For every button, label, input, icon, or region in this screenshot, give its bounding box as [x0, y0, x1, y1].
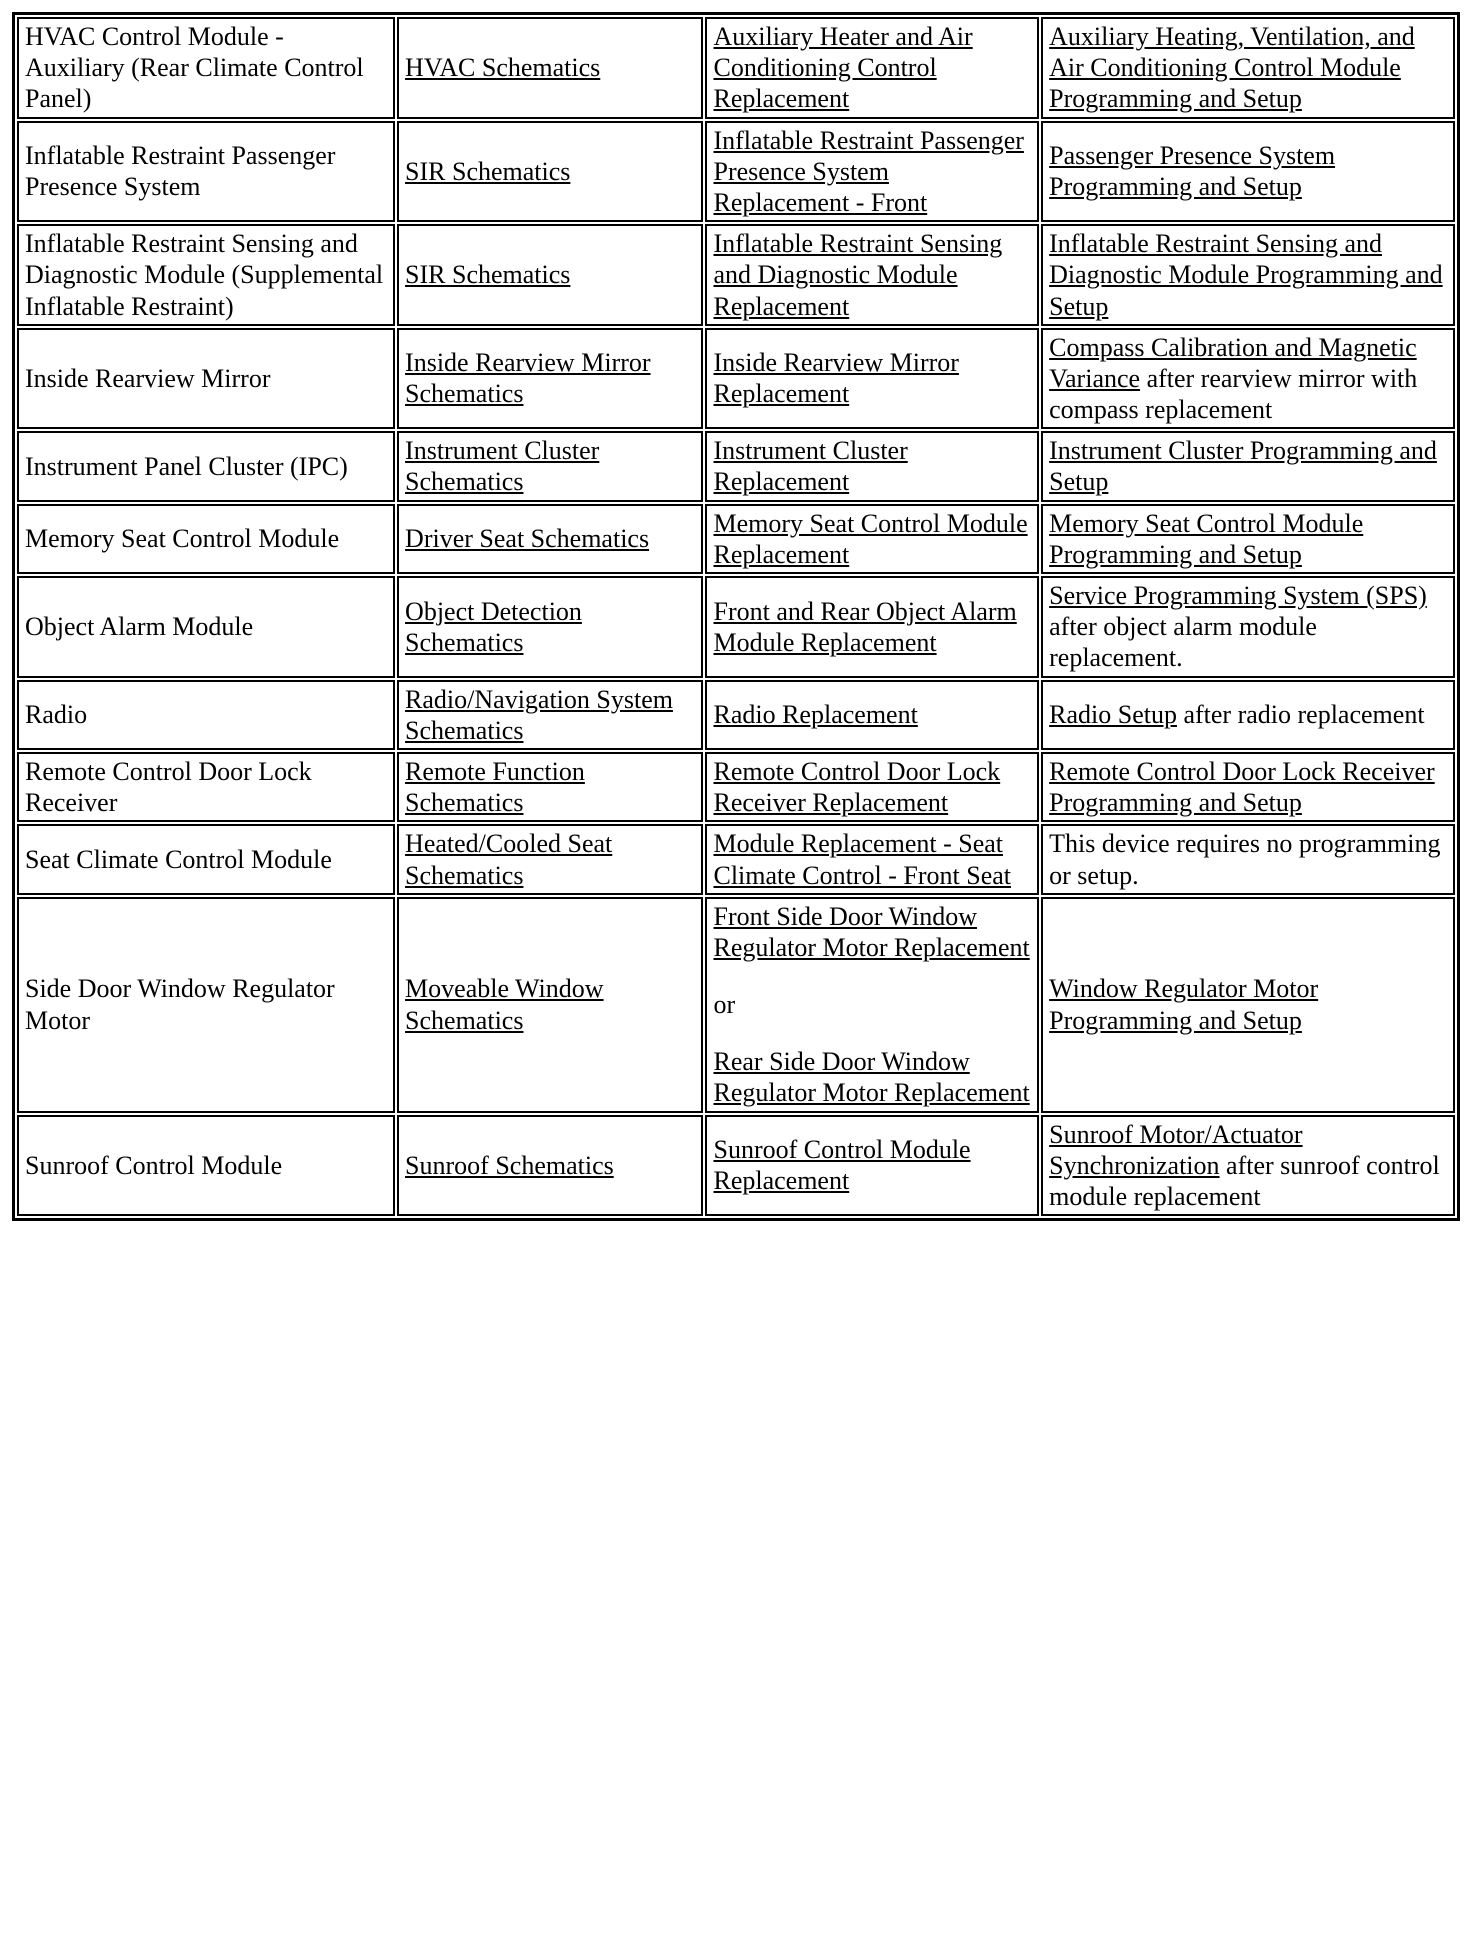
replacement-procedure-link[interactable]: Remote Control Door Lock Receiver Replacement: [713, 756, 1001, 818]
cell-paragraph: [713, 756, 1031, 818]
cell-paragraph: [405, 828, 695, 890]
replacement-procedure-link[interactable]: Radio Replacement: [713, 700, 918, 730]
cell-paragraph: [1049, 828, 1447, 890]
schematics-cell: [397, 431, 703, 501]
table-row: [17, 504, 1455, 574]
table-row: [17, 897, 1455, 1113]
replacement-procedure-link[interactable]: Instrument Cluster Replacement: [713, 436, 908, 497]
programming-setup-link[interactable]: Sunroof Motor/Actuator Synchronization: [1049, 1119, 1303, 1180]
cell-text: This device requires no programming or setup.: [1049, 829, 1441, 890]
schematics-link[interactable]: SIR Schematics: [405, 156, 571, 186]
cell-paragraph: [713, 347, 1031, 409]
cell-paragraph: [405, 596, 695, 658]
schematics-link[interactable]: Moveable Window Schematics: [405, 974, 604, 1035]
schematics-link[interactable]: Radio/Navigation System Schematics: [405, 684, 673, 745]
programming-setup-link[interactable]: Remote Control Door Lock Receiver Programming and Setup: [1049, 756, 1435, 818]
replacement-procedure-cell: [705, 897, 1039, 1113]
cell-paragraph: [405, 523, 695, 554]
schematics-cell: [397, 576, 703, 678]
cell-text: Instrument Panel Cluster (IPC): [25, 451, 348, 481]
cell-paragraph: [1049, 973, 1447, 1035]
replacement-procedure-link[interactable]: Inflatable Restraint Sensing and Diagnostic Module Replacement: [713, 229, 1003, 321]
cell-paragraph: [25, 611, 387, 642]
cell-paragraph: [1049, 580, 1447, 674]
replacement-procedure-link[interactable]: Inside Rearview Mirror Replacement: [713, 348, 959, 409]
cell-paragraph: [713, 596, 1031, 658]
replacement-procedure-link[interactable]: Sunroof Control Module Replacement: [713, 1135, 971, 1196]
service-table-body: [17, 17, 1455, 1216]
cell-paragraph: [25, 844, 387, 875]
module-name-cell: [17, 897, 395, 1113]
replacement-procedure-link[interactable]: Memory Seat Control Module Replacement: [713, 508, 1028, 569]
module-name-cell: [17, 1115, 395, 1217]
replacement-procedure-cell: [705, 328, 1039, 430]
module-name-cell: [17, 121, 395, 223]
cell-paragraph: [405, 756, 695, 818]
cell-paragraph: [25, 699, 387, 730]
replacement-procedure-link[interactable]: Inflatable Restraint Passenger Presence System Replacement - Front: [713, 125, 1024, 217]
cell-text: after radio replacement: [1176, 700, 1425, 730]
cell-paragraph: [25, 973, 387, 1035]
table-row: [17, 328, 1455, 430]
cell-text: Memory Seat Control Module: [25, 524, 340, 554]
replacement-procedure-cell: [705, 576, 1039, 678]
programming-setup-link[interactable]: Instrument Cluster Programming and Setup: [1049, 436, 1437, 497]
table-row: [17, 121, 1455, 223]
schematics-link[interactable]: SIR Schematics: [405, 260, 571, 290]
programming-setup-cell: [1041, 431, 1455, 501]
programming-setup-link[interactable]: Service Programming System (SPS): [1049, 581, 1427, 610]
cell-paragraph: [405, 435, 695, 497]
schematics-link[interactable]: Remote Function Schematics: [405, 756, 585, 818]
cell-text: Object Alarm Module: [25, 612, 254, 642]
programming-setup-cell: [1041, 328, 1455, 430]
cell-paragraph: [713, 1134, 1031, 1196]
cell-paragraph: [713, 508, 1031, 570]
cell-text: Radio: [25, 700, 88, 730]
cell-text: after object alarm module replacement.: [1049, 612, 1317, 673]
replacement-procedure-link[interactable]: Module Replacement - Seat Climate Control - Front Seat: [713, 829, 1012, 890]
programming-setup-cell: [1041, 224, 1455, 326]
schematics-cell: [397, 1115, 703, 1217]
cell-paragraph: [1049, 699, 1447, 730]
replacement-procedure-cell: [705, 17, 1039, 119]
cell-paragraph: [713, 699, 1031, 730]
table-row: [17, 680, 1455, 750]
replacement-procedure-link[interactable]: Front Side Door Window Regulator Motor Replacement: [713, 901, 1030, 962]
table-row: [17, 752, 1455, 822]
cell-paragraph: [25, 1150, 387, 1181]
cell-text: after rearview mirror with compass replacement: [1049, 363, 1418, 425]
programming-setup-cell: [1041, 504, 1455, 574]
programming-setup-link[interactable]: Compass Calibration and Magnetic Variance: [1049, 332, 1417, 393]
programming-setup-link[interactable]: Memory Seat Control Module Programming and Setup: [1049, 508, 1364, 569]
schematics-cell: [397, 17, 703, 119]
schematics-link[interactable]: Sunroof Schematics: [405, 1150, 614, 1180]
cell-text: Sunroof Control Module: [25, 1150, 283, 1180]
programming-setup-cell: [1041, 824, 1455, 894]
replacement-procedure-link[interactable]: Rear Side Door Window Regulator Motor Replacement: [713, 1047, 1030, 1108]
programming-setup-cell: [1041, 897, 1455, 1113]
replacement-procedure-cell: [705, 121, 1039, 223]
programming-setup-link[interactable]: Passenger Presence System Programming and Setup: [1049, 141, 1336, 202]
cell-text: Inside Rearview Mirror: [25, 363, 271, 393]
schematics-link[interactable]: Inside Rearview Mirror Schematics: [405, 348, 651, 409]
cell-paragraph: [25, 451, 387, 482]
schematics-link[interactable]: Heated/Cooled Seat Schematics: [405, 829, 613, 890]
schematics-cell: [397, 680, 703, 750]
cell-paragraph: [1049, 508, 1447, 570]
cell-paragraph: [405, 156, 695, 187]
programming-setup-cell: [1041, 752, 1455, 822]
programming-setup-cell: [1041, 576, 1455, 678]
schematics-cell: [397, 224, 703, 326]
cell-paragraph: [1049, 140, 1447, 202]
cell-paragraph: [713, 21, 1031, 115]
cell-paragraph: [25, 363, 387, 394]
replacement-procedure-cell: [705, 752, 1039, 822]
cell-text: Seat Climate Control Module: [25, 844, 332, 874]
cell-text: Inflatable Restraint Passenger Presence System: [25, 141, 336, 202]
module-name-cell: [17, 328, 395, 430]
cell-paragraph: [1049, 1119, 1447, 1213]
schematics-cell: [397, 328, 703, 430]
schematics-cell: [397, 504, 703, 574]
service-info-table: [12, 12, 1460, 1221]
module-name-cell: [17, 504, 395, 574]
replacement-procedure-cell: [705, 1115, 1039, 1217]
cell-text: Inflatable Restraint Sensing and Diagnostic Module (Supplemental Inflatable Restraint): [25, 229, 384, 321]
cell-paragraph: [25, 21, 387, 115]
cell-paragraph: [713, 125, 1031, 219]
schematics-link[interactable]: Instrument Cluster Schematics: [405, 436, 600, 497]
module-name-cell: [17, 680, 395, 750]
cell-text: after sunroof control module replacement: [1049, 1150, 1440, 1211]
cell-paragraph: [25, 756, 387, 818]
cell-paragraph: [1049, 228, 1447, 322]
module-name-cell: [17, 431, 395, 501]
cell-paragraph: [1049, 435, 1447, 497]
cell-paragraph: [405, 973, 695, 1035]
cell-paragraph: [25, 140, 387, 202]
cell-text: HVAC Control Module - Auxiliary (Rear Climate Control Panel): [25, 22, 364, 114]
cell-paragraph: [713, 228, 1031, 322]
replacement-procedure-cell: [705, 504, 1039, 574]
module-name-cell: [17, 224, 395, 326]
replacement-procedure-cell: [705, 224, 1039, 326]
schematics-cell: [397, 824, 703, 894]
schematics-cell: [397, 121, 703, 223]
table-row: [17, 431, 1455, 501]
table-row: [17, 224, 1455, 326]
cell-paragraph: [405, 347, 695, 409]
cell-paragraph: [1049, 332, 1447, 426]
cell-paragraph: [1049, 21, 1447, 115]
table-row: [17, 17, 1455, 119]
table-row: [17, 576, 1455, 678]
programming-setup-link[interactable]: Radio Setup: [1049, 700, 1177, 730]
programming-setup-cell: [1041, 121, 1455, 223]
cell-paragraph: [405, 1150, 695, 1181]
cell-paragraph: [405, 684, 695, 746]
replacement-procedure-cell: [705, 824, 1039, 894]
schematics-cell: [397, 897, 703, 1113]
cell-paragraph: [1049, 756, 1447, 818]
cell-paragraph: [713, 989, 1031, 1020]
cell-paragraph: [713, 1046, 1031, 1108]
replacement-procedure-cell: [705, 431, 1039, 501]
programming-setup-link[interactable]: Auxiliary Heating, Ventilation, and Air Conditioning Control Module Programming and Setup: [1049, 22, 1415, 114]
schematics-link[interactable]: Object Detection Schematics: [405, 596, 582, 657]
schematics-link[interactable]: Driver Seat Schematics: [405, 524, 650, 554]
programming-setup-cell: [1041, 1115, 1455, 1217]
programming-setup-link[interactable]: Inflatable Restraint Sensing and Diagnostic Module Programming and Setup: [1049, 229, 1443, 321]
cell-paragraph: [713, 435, 1031, 497]
module-name-cell: [17, 576, 395, 678]
cell-paragraph: [405, 52, 695, 83]
replacement-procedure-link[interactable]: Auxiliary Heater and Air Conditioning Control Replacement: [713, 22, 973, 114]
programming-setup-cell: [1041, 17, 1455, 119]
cell-text: or: [713, 990, 736, 1020]
cell-paragraph: [405, 259, 695, 290]
module-name-cell: [17, 752, 395, 822]
cell-text: Remote Control Door Lock Receiver: [25, 756, 312, 818]
programming-setup-cell: [1041, 680, 1455, 750]
cell-text: Side Door Window Regulator Motor: [25, 974, 335, 1035]
cell-paragraph: [713, 901, 1031, 963]
programming-setup-link[interactable]: Window Regulator Motor Programming and Setup: [1049, 974, 1319, 1035]
cell-paragraph: [25, 228, 387, 322]
cell-paragraph: [713, 828, 1031, 890]
schematics-link[interactable]: HVAC Schematics: [405, 53, 601, 83]
module-name-cell: [17, 824, 395, 894]
replacement-procedure-cell: [705, 680, 1039, 750]
table-row: [17, 1115, 1455, 1217]
table-row: [17, 824, 1455, 894]
cell-paragraph: [25, 523, 387, 554]
module-name-cell: [17, 17, 395, 119]
schematics-cell: [397, 752, 703, 822]
replacement-procedure-link[interactable]: Front and Rear Object Alarm Module Replacement: [713, 596, 1017, 657]
